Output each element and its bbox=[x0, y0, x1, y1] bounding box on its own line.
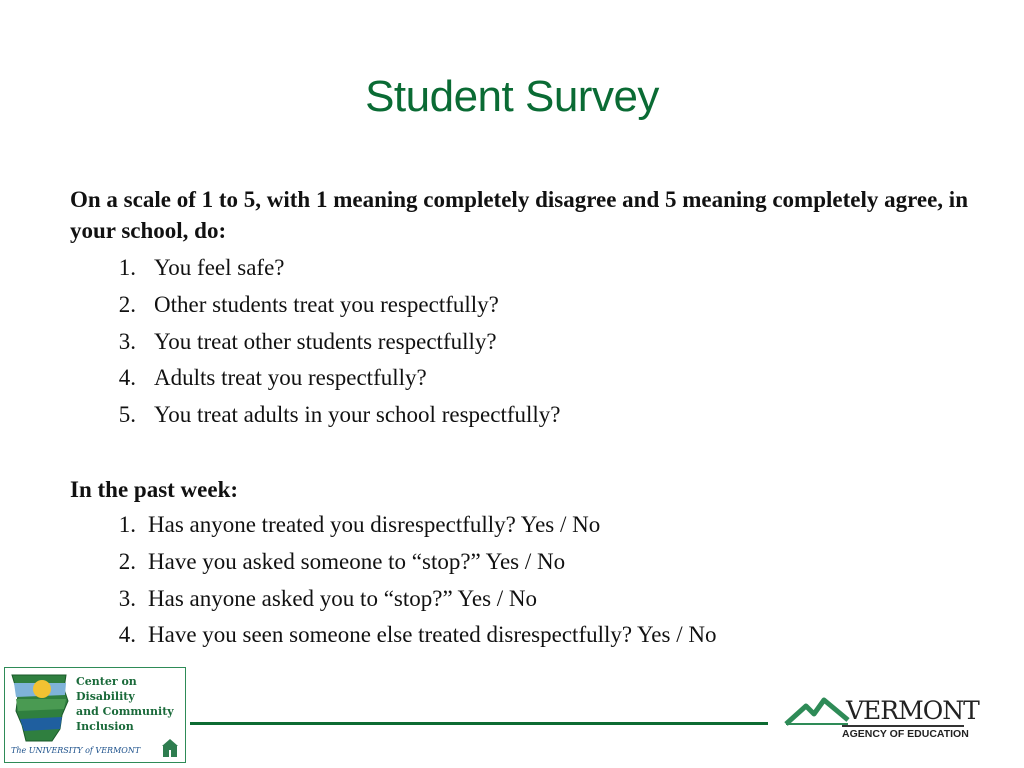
list-item bbox=[70, 617, 970, 654]
cdci-line: Inclusion bbox=[76, 720, 134, 733]
list-item bbox=[70, 324, 970, 361]
list-item bbox=[70, 250, 970, 287]
agency-label: AGENCY OF EDUCATION bbox=[842, 728, 969, 740]
slide-title: Student Survey bbox=[365, 72, 659, 121]
slide-content bbox=[70, 184, 970, 654]
cdci-line: Disability bbox=[76, 690, 135, 703]
uvm-label: The UNIVERSITY of VERMONT bbox=[11, 746, 141, 755]
logo-rule bbox=[842, 725, 964, 727]
cdci-line: and Community bbox=[76, 705, 174, 718]
building-icon bbox=[161, 738, 179, 758]
item-number: 3. bbox=[118, 585, 136, 611]
section2-intro: In the past week: bbox=[70, 476, 239, 502]
item-text: Have you asked someone to “stop?” Yes / No bbox=[148, 548, 566, 574]
list-item bbox=[70, 397, 970, 434]
list-item bbox=[70, 544, 970, 581]
item-number: 3. bbox=[118, 328, 136, 354]
item-number: 1. bbox=[118, 511, 136, 537]
item-text: Adults treat you respectfully? bbox=[154, 365, 427, 391]
vermont-agency-logo bbox=[780, 694, 979, 744]
mountain-icon bbox=[784, 694, 850, 728]
item-text: You treat adults in your school respectfully? bbox=[154, 402, 561, 428]
list-item bbox=[70, 360, 970, 397]
item-number: 4. bbox=[118, 622, 136, 648]
list-item bbox=[70, 507, 970, 544]
list-item bbox=[70, 287, 970, 324]
item-number: 2. bbox=[118, 548, 136, 574]
vermont-map-icon bbox=[8, 671, 74, 745]
footer-divider bbox=[190, 722, 768, 725]
section1-list bbox=[70, 250, 970, 434]
cdci-logo bbox=[4, 667, 186, 763]
item-number: 2. bbox=[118, 291, 136, 317]
cdci-label bbox=[76, 674, 174, 734]
item-number: 4. bbox=[118, 365, 136, 391]
list-item bbox=[70, 581, 970, 618]
item-text: You treat other students respectfully? bbox=[154, 328, 497, 354]
cdci-line: Center on bbox=[76, 675, 137, 688]
item-text: Have you seen someone else treated disrespectfully? Yes / No bbox=[148, 622, 717, 648]
item-text: Has anyone asked you to “stop?” Yes / No bbox=[148, 585, 538, 611]
item-number: 5. bbox=[118, 402, 136, 428]
item-text: Other students treat you respectfully? bbox=[154, 291, 499, 317]
vermont-wordmark: VERMONT bbox=[846, 696, 979, 725]
section1-intro: On a scale of 1 to 5, with 1 meaning completely disagree and 5 meaning completely agree, in your school, do: bbox=[70, 187, 968, 243]
section2-list bbox=[70, 507, 970, 654]
item-number: 1. bbox=[118, 255, 136, 280]
item-text: Has anyone treated you disrespectfully? Yes / No bbox=[148, 511, 601, 537]
item-text: You feel safe? bbox=[154, 255, 285, 280]
